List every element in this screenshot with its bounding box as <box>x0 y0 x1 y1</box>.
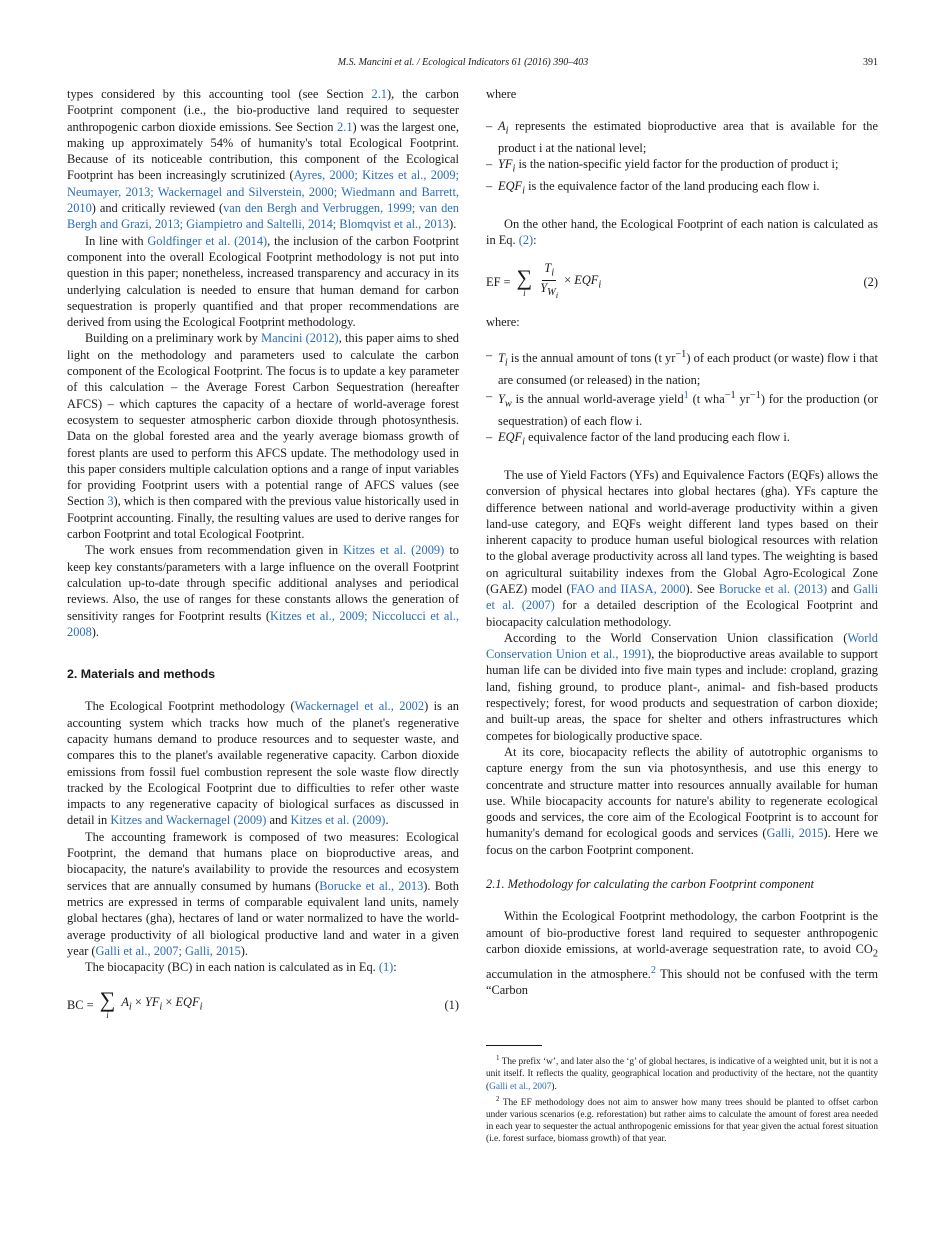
paragraph: The accounting framework is composed of two measures: Ecological Footprint, the demand that humans place on bioproductive areas, and biocapacity, the nature's availability to provide the resources and ecosystem services that are annually consumed by humans (Borucke et al., 2013). Both metrics are expressed in terms of comparable equivalent land units, namely global hectares (gha), hectares of land or water normalized to have the world-average productivity of all biological productive land and water in a given year (Galli et al., 2007; Galli, 2015). <box>67 829 460 958</box>
citation-link[interactable]: Galli, 2015 <box>766 826 824 841</box>
where-label: where: <box>486 315 520 330</box>
left-column <box>67 86 459 1032</box>
footnote-rule <box>486 1045 542 1046</box>
citation-link[interactable]: Borucke et al., 2013 <box>319 878 424 893</box>
section-heading: 2. Materials and methods <box>67 667 216 682</box>
footnote-link[interactable]: 1 <box>683 389 689 401</box>
paragraph: Building on a preliminary work by Mancini (2012), this paper aims to shed light on the methodology and parameters used to calculate the carbon component of the Ecological Footprint. The focus is to update a key parameter of this calculation – the Average Forest Carbon Sequestration (hereafter AFCS) – which captures the capacity of a hectare of world-average forest ecosystem to sequester atmospheric carbon dioxide through photosynthesis. Data on the global forested area and the yearly average biomass growth of forest plants are used to perform this AFCS update. The methodology used in this paper considers multiple calculation options and a range of input variables for providing Footprint users with a potential range of AFCS values (see Section 3), which is then compared with the previous value historically used in Footprint accounting. Finally, the resulting values are used to derive ranges for carbon Footprint and total Ecological Footprint. <box>67 331 459 542</box>
equation-number: (1) <box>444 997 459 1012</box>
right-column <box>486 86 878 998</box>
citation-link[interactable]: Borucke et al. (2013) <box>718 582 828 596</box>
page-number: 391 <box>863 57 878 68</box>
running-head: M.S. Mancini et al. / Ecological Indicators 61 (2016) 390–403 <box>337 57 589 68</box>
citation-link[interactable]: Galli et al. (2007) <box>486 582 879 613</box>
paragraph: Within the Ecological Footprint methodology, the carbon Footprint is the amount of bio-productive forest land required to sequester anthropogenic carbon dioxide emissions, at world-average sequestration rate, to avoid $CO_2$ accumulation in the atmosphere.$^2$ This should not be confused with the term “Carbon <box>486 909 878 998</box>
subsection-heading: 2.1. Methodology for calculating the carbon Footprint component <box>486 877 814 892</box>
section-link[interactable]: 2.1 <box>371 87 387 101</box>
citation-link[interactable]: Mancini (2012) <box>261 331 339 346</box>
paragraph: The work ensues from recommendation given in Kitzes et al. (2009) to keep key constants/parameters with a large influence on the overall Footprint calculation up-to-date through specific additional analyses and periodical reviews. Also, the use of ranges for these constants allows the generation of sensitivity ranges for Footprint results (Kitzes et al., 2009; Niccolucci et al., 2008). <box>67 543 459 639</box>
citation-link[interactable]: Ayres, 2000; Kitzes et al., 2009; Neumayer, 2013; Wackernagel and Silverstein, 2000; Wiedmann and Barrett, 2010 <box>67 168 459 216</box>
fraction: $\frac{T_i}{Y_{W_i}}$ <box>540 261 559 301</box>
list-item: – $A_i$ represents the estimated bioproductive area that is available for the product i at the national level; <box>486 118 878 156</box>
citation-link[interactable]: Kitzes and Wackernagel (2009) <box>110 813 267 828</box>
variable-list <box>486 347 878 451</box>
section-link[interactable]: 3 <box>107 494 114 509</box>
equation-link[interactable]: (2) <box>518 233 534 248</box>
paragraph: On the other hand, the Ecological Footprint of each nation is calculated as in Eq. (2): <box>486 216 878 248</box>
citation-link[interactable]: Kitzes et al. (2009) <box>290 813 386 828</box>
list-item: – $YF_i$ is the nation-specific yield factor for the production of product i; <box>486 156 878 178</box>
list-item: – $EQF_i$ equivalence factor of the land producing each flow i. <box>486 429 878 451</box>
where-label: where <box>486 87 517 101</box>
citation-link[interactable]: Wackernagel et al., 2002 <box>294 699 425 714</box>
citation-link[interactable]: World Conservation Union et al., 1991 <box>486 630 878 662</box>
summation-symbol: ∑ i <box>99 987 116 1021</box>
list-item: – $EQF_i$ is the equivalence factor of the land producing each flow i. <box>486 178 878 200</box>
footnotes <box>486 1045 878 1146</box>
footnote-link[interactable]: 2 <box>650 964 657 976</box>
footnote-2: $^2$ The EF methodology does not aim to answer how many trees should be planted to offset carbon under various scenarios (e.g. reforestation) but rather aims to calculate the amount of forest area needed in each year to sequester the actual anthropogenic emissions for that year given the actual forest situation (i.e. forest surface, biomass growth) of that year. <box>486 1094 879 1145</box>
citation-link[interactable]: Kitzes et al., 2009; Niccolucci et al., 2008 <box>67 608 459 639</box>
list-item: – $T_i$ is the annual amount of tons (t $yr^{-1}$) of each product (or waste) flow i that are consumed (or released) in the nation; <box>486 347 878 388</box>
citation-link[interactable]: Kitzes et al. (2009) <box>343 543 445 558</box>
paragraph: The use of Yield Factors (YFs) and Equivalence Factors (EQFs) allows the conversion of physical hectares into global hectares (gha). YFs capture the difference between national and world-average productivity within a given land-use category, and EQFs weight different land types based on their inherent capacity to produce human useful biological resources with relation to the global average productivity across all land types. The weighting is based on agricultural suitability indexes from the Global Agro-Ecological Zone (GAEZ) model (FAO and IIASA, 2000). See Borucke et al. (2013) and Galli et al. (2007) for a detailed description of the Ecological Footprint and biocapacity calculation methodology. <box>486 467 879 629</box>
paragraph: According to the World Conservation Union classification (World Conservation Union et al., 1991), the bioproductive areas available to support human life can be divided into five main types and include: cropland, grazing land, fishing ground, to produce plant-, animal- and fish-based products respectively; forest, for wood products and sequestration of carbon dioxide; and built-up areas, the space for shelter and others infrastructures which competes for biologically productive space. <box>486 630 878 743</box>
citation-link[interactable]: Galli et al., 2007; Galli, 2015 <box>95 943 241 958</box>
paragraph: The biocapacity (BC) in each nation is calculated as in Eq. (1): <box>85 960 397 975</box>
paragraph: The Ecological Footprint methodology (Wackernagel et al., 2002) is an accounting system which tracks how much of the planet's regenerative capacity humans demand to produce resources and to sequester waste, and compares this to the planet's available regenerative capacity. Carbon dioxide emissions from fossil fuel combustion represent the sole waste flow directly tracked by the Ecological Footprint due to difficulties to refer other waste impacts to any regenerative capacity of biological surfaces as discussed in detail in Kitzes and Wackernagel (2009) and Kitzes et al. (2009). <box>67 699 459 828</box>
equation-2: EF = ∑ i $\frac{T_i}{Y_{W_i}}$ × $EQF_i$ (2) <box>486 261 878 301</box>
equation-link[interactable]: (1) <box>378 960 394 975</box>
citation-link[interactable]: Galli et al., 2007 <box>489 1081 552 1092</box>
equation-1: BC = ∑ i $A_i \times YF_i \times EQF_i$ (1) <box>67 987 459 1021</box>
variable-list <box>486 118 878 200</box>
equation-number: (2) <box>863 275 878 290</box>
paragraph: types considered by this accounting tool (see Section 2.1), the carbon Footprint component (i.e., the bio-productive land required to sequester anthropogenic carbon dioxide emissions. See Section 2.1) was the largest one, making up approximately 54% of humanity's total Ecological Footprint. Because of its noticeable contribution, this component of the Ecological Footprint has been increasingly scrutinized (Ayres, 2000; Kitzes et al., 2009; Neumayer, 2013; Wackernagel and Silverstein, 2000; Wiedmann and Barrett, 2010) and critically reviewed (van den Bergh and Verbruggen, 1999; van den Bergh and Grazi, 2013; Giampietro and Saltelli, 2014; Blomqvist et al., 2013). <box>67 87 460 232</box>
paragraph: In line with Goldfinger et al. (2014), the inclusion of the carbon Footprint component into the overall Ecological Footprint methodology is not put into question in this paper; nonetheless, increased transparency and accuracy in its underlying calculation is needed to ensure that human demand for carbon sequestration is properly quantified and that proper recommendations are derived from using the Ecological Footprint methodology. <box>67 233 459 330</box>
citation-link[interactable]: Goldfinger et al. (2014) <box>147 233 268 248</box>
paragraph: At its core, biocapacity reflects the ability of autotrophic organisms to capture energy from the sun via photosynthesis, and use this energy to concentrate and structure matter into resources annually available for human use. While biocapacity accounts for nature's ability to regenerate ecological goods and services, the core aim of the Ecological Footprint is to account for humanity's demand for ecological goods and services (Galli, 2015). Here we focus on the carbon Footprint component. <box>486 744 878 857</box>
citation-link[interactable]: van den Bergh and Verbruggen, 1999; van den Bergh and Grazi, 2013; Giampietro and Saltelli, 2014; Blomqvist et al., 2013 <box>67 201 459 232</box>
summation-symbol: ∑ i <box>516 264 533 298</box>
list-item: – $Y_w$ is the annual world-average yield$^1$ (t wha$^{-1}$ $yr^{-1}$) for the production (or sequestration) of each flow i. <box>486 388 878 429</box>
citation-link[interactable]: FAO and IIASA, 2000 <box>570 582 686 596</box>
section-link[interactable]: 2.1 <box>337 119 353 134</box>
footnote-1: $^1$ The prefix ‘w’, and later also the ‘g’ of global hectares, is indicative of a weighted unit, but it is not a unit itself. It reflects the quality, geographical location and productivity of the hectare, not the quantity (Galli et al., 2007). <box>486 1054 878 1092</box>
